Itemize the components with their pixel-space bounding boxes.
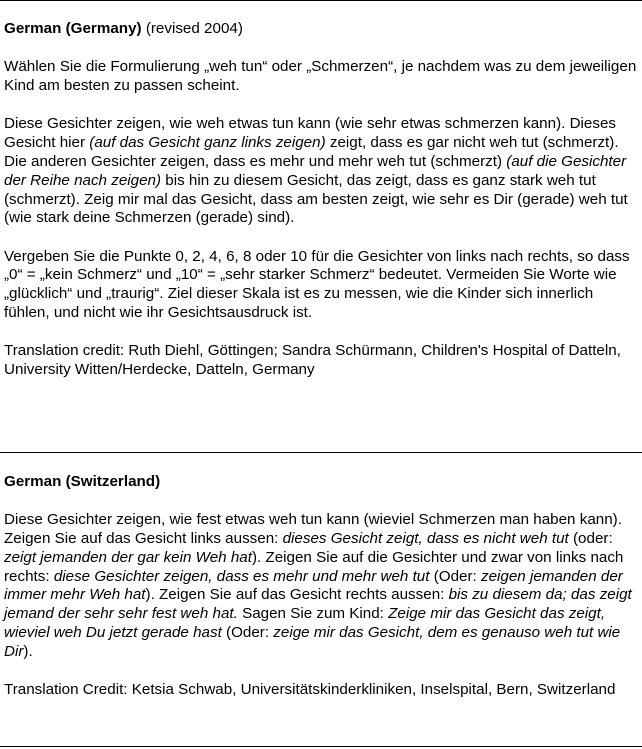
instructions-text: ). Zeigen Sie auf das Gesicht rechts aussen:	[145, 586, 449, 604]
instructions-text: zeigt, dass es gar nicht weh tut (schmerzt). Die anderen Gesichter zeigen, dass es mehr und mehr weh tut (schmerzt)	[4, 134, 619, 170]
bottom-divider	[0, 746, 642, 747]
section-heading: German (Germany)	[4, 20, 142, 37]
instructions-script: diese Gesichter zeigen, dass es mehr und mehr weh tut	[53, 567, 430, 585]
section-heading-line	[4, 20, 640, 39]
instructions-text: Diese Gesichter zeigen, wie fest etwas weh tun kann (wieviel Schmerzen man haben kann). Zeigen Sie auf das Gesicht links aussen:	[4, 511, 622, 548]
translation-credit: Translation credit: Ruth Diehl, Göttingen; Sandra Schürmann, Children's Hospital of Datteln, University Witten/Herdecke, Datteln, Germany	[4, 342, 621, 379]
translation-credit: Translation Credit: Ketsia Schwab, Universitätskinderkliniken, Inselspital, Bern, Switzerland	[4, 681, 616, 699]
scoring-paragraph: Vergeben Sie die Punkte 0, 2, 4, 6, 8 oder 10 für die Gesichter von links nach rechts, so dass „0“ = „kein Schmerz“ und „10“ = „sehr starker Schmerz“ bedeutet. Vermeiden Sie Worte wie „glücklich“ und „traurig“. Ziel dieser Skala ist es zu messen, wie die Kinder sich innerlich fühlen, und nicht wie ihr Gesichtsausdruck ist.	[4, 247, 630, 322]
instructions-text: (Oder:	[429, 567, 481, 585]
top-divider	[0, 0, 642, 1]
instructions-script: zeige mir das Gesicht, dem es genauso weh tut wie Dir	[4, 624, 621, 660]
section-divider	[0, 452, 642, 453]
instructions-stage-direction: (auf das Gesicht ganz links zeigen)	[89, 134, 326, 152]
section-heading-line	[4, 473, 640, 492]
instructions-paragraph	[4, 511, 640, 661]
instructions-text: Sagen Sie zum Kind:	[237, 605, 389, 623]
instructions-script: Zeige mir das Gesicht das zeigt, wieviel weh Du jetzt gerade hast	[4, 605, 606, 642]
instructions-text: Diese Gesichter zeigen, wie weh etwas tun kann (wie sehr etwas schmerzen kann). Dieses Gesicht hier	[4, 115, 616, 152]
instructions-script: bis zu diesem da; das zeigt jemand der sehr sehr fest weh hat.	[4, 586, 632, 623]
revision-note: (revised 2004)	[145, 20, 243, 37]
section-heading: German (Switzerland)	[4, 473, 161, 490]
instructions-script: dieses Gesicht zeigt, dass es nicht weh tut	[282, 530, 569, 548]
instructions-text: (oder:	[568, 530, 613, 548]
section-german-germany	[4, 20, 640, 380]
intro-paragraph: Wählen Sie die Formulierung „weh tun“ oder „Schmerzen“, je nachdem was zu dem jeweiligen Kind am besten zu passen scheint.	[4, 58, 637, 95]
section-german-switzerland	[4, 473, 640, 700]
instructions-text: (Oder:	[221, 624, 274, 642]
instructions-script: zeigen jemanden der immer mehr Weh hat	[4, 567, 623, 604]
instructions-script: zeigt jemanden der gar kein Weh hat	[4, 548, 252, 566]
instructions-stage-direction: (auf die Gesichter der Reihe nach zeigen)	[4, 152, 627, 189]
instructions-paragraph	[4, 115, 640, 228]
instructions-text: ). Zeigen Sie auf die Gesichter und zwar von links nach rechts:	[4, 548, 624, 585]
instructions-text: bis hin zu diesem Gesicht, das zeigt, dass es ganz stark weh tut (schmerzt). Zeig mir mal das Gesicht, dass am besten zeigt, wie sehr es Dir (gerade) weh tut (wie stark deine Schmerzen (gerade) sind).	[4, 171, 628, 227]
instructions-text: ).	[23, 642, 33, 660]
